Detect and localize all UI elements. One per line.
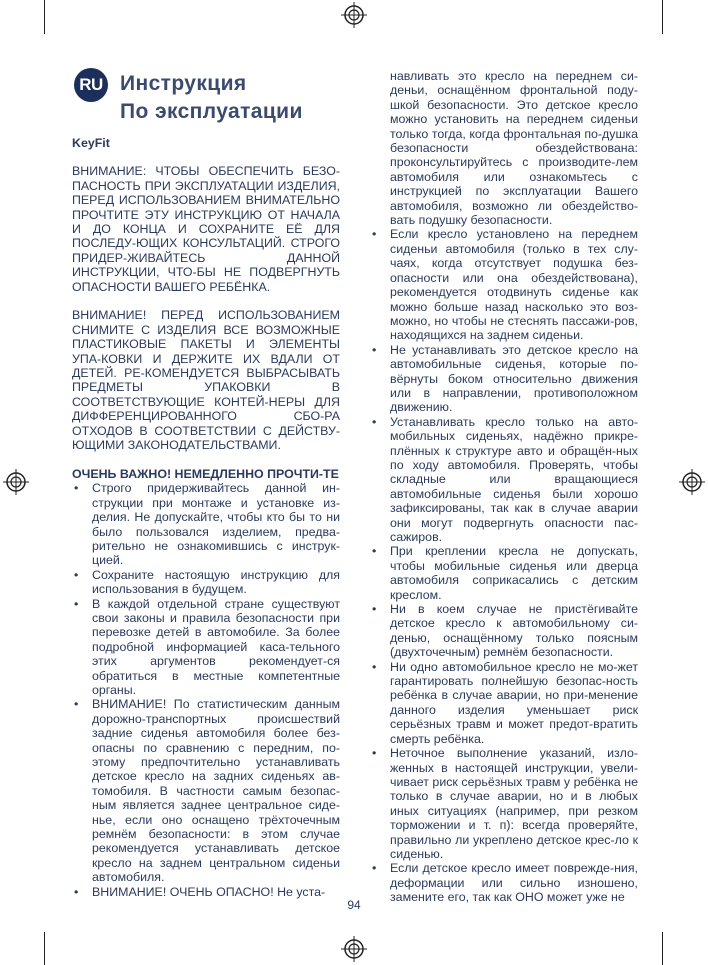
list-item: • Строго придерживайтесь данной ин-струкции при монтаже и установке из-делия. Не допускайте, чтобы кто бы то ни было пользовался изделием, предва-рительно не ознакомившись с инструк-цией.: [72, 481, 340, 567]
right-column: [370, 69, 638, 905]
right-bullet-list: [370, 227, 638, 904]
warning-paragraph-1: ВНИМАНИЕ: ЧТОБЫ ОБЕСПЕЧИТЬ БЕЗО-ПАСНОСТЬ ПРИ ЭКСПЛУАТАЦИИ ИЗДЕЛИЯ, ПЕРЕД ИСПОЛЬЗОВАНИЕМ ВНИМАТЕЛЬНО ПРОЧТИТЕ ЭТУ ИНСТРУКЦИЮ ОТ НАЧАЛА И ДО КОНЦА И СОХРАНИТЕ ЕЁ ДЛЯ ПОСЛЕДУ-ЮЩИХ КОНСУЛЬТАЦИЙ. СТРОГО ПРИДЕР-ЖИВАЙТЕСЬ ДАННОЙ ИНСТРУКЦИИ, ЧТО-БЫ НЕ ПОДВЕРГНУТЬ ОПАСНОСТИ ВАШЕГО РЕБЁНКА.: [72, 164, 340, 294]
warning-paragraph-2: ВНИМАНИЕ! ПЕРЕД ИСПОЛЬЗОВАНИЕМ СНИМИТЕ С ИЗДЕЛИЯ ВСЕ ВОЗМОЖНЫЕ ПЛАСТИКОВЫЕ ПАКЕТЫ И ЭЛЕМЕНТЫ УПА-КОВКИ И ДЕРЖИТЕ ИХ ВДАЛИ ОТ ДЕТЕЙ. РЕ-КОМЕНДУЕТСЯ ВЫБРАСЫВАТЬ ПРЕДМЕТЫ УПАКОВКИ В СООТВЕТСТВУЮЩИЕ КОНТЕЙ-НЕРЫ ДЛЯ ДИФФЕРЕНЦИРОВАННОГО СБО-РА ОТХОДОВ В СООТВЕТСТВИИ С ДЕЙСТВУ-ЮЩИМИ ЗАКОНОДАТЕЛЬСТВАМИ.: [72, 308, 340, 453]
list-item: • Не устанавливать это детское кресло на автомобильные сиденья, которые по-вёрнуты боком относительно движения или в направлении, противоположном движению.: [370, 343, 638, 415]
registration-mark-left-icon: [3, 469, 29, 495]
product-name: KeyFit: [72, 136, 110, 150]
left-bullet-list: [72, 481, 340, 899]
list-item: • В каждой отдельной стране существуют свои законы и правила безопасности при перевозке детей в автомобиле. За более подробной информацией каса-тельного этих аргументов рекомендует-ся обратиться в местные компетентные органы.: [72, 597, 340, 698]
crop-mark-bottom-left: [44, 932, 45, 965]
title-line-2: По эксплуатации: [120, 100, 303, 123]
crop-mark-top-left: [44, 0, 45, 34]
language-badge: RU: [74, 68, 108, 102]
list-item: • При креплении кресла не допускать, чтобы мобильные сиденья или дверца автомобиля соприкасались с детским креслом.: [370, 544, 638, 602]
list-item: • Устанавливать кресло только на авто-мобильных сиденьях, надёжно прикре-плённых к структуре авто и обращён-ных по ходу автомобиля. Проверять, чтобы складные или вращающиеся автомобильные сиденья были хорошо зафиксированы, так как в случае аварии они могут подвергнуть опасности пас-сажиров.: [370, 415, 638, 545]
important-heading: ОЧЕНЬ ВАЖНО! НЕМЕДЛЕННО ПРОЧТИ-ТЕ: [72, 466, 339, 481]
crop-mark-top-right: [662, 0, 663, 34]
continued-paragraph: навливать это кресло на переднем си-деньи, оснащённом фронтальной поду-шкой безопасности. Это детское кресло можно установить на переднем сиденьи только тогда, когда фронтальная по-душка безопасности обездействована: проконсультируйтесь с производите-лем автомобиля или ознакомьтесь с инструкцией по эксплуатации Вашего автомобиля, возможно ли обездейство-вать подушку безопасности.: [390, 69, 638, 228]
registration-mark-top-icon: [341, 2, 367, 28]
title-line-1: Инструкция: [120, 72, 247, 95]
list-item: • Неточное выполнение указаний, изло-женных в настоящей инструкции, увели-чивает риск серьёзных травм у ребёнка не только в случае аварии, но и в любых иных ситуациях (например, при резком торможении и т. п): всегда проверяйте, правильно ли укреплено детское крес-ло к сиденью.: [370, 746, 638, 861]
list-item: • Если кресло установлено на переднем сиденьи автомобиля (только в тех слу-чаях, когда отсутствует подушка без-опасности или она обездействована), рекомендуется отодвинуть сиденье как можно больше назад насколько это воз-можно, но чтобы не стеснять пассажи-ров, находящихся на заднем сиденьи.: [370, 227, 638, 342]
list-item: • Ни в коем случае не пристёгивайте детское кресло к автомобильному си-денью, оснащённому только поясным (двухточечным) ремнём безопасности.: [370, 602, 638, 660]
list-item: • ВНИМАНИЕ! ОЧЕНЬ ОПАСНО! Не уста-: [72, 885, 340, 899]
page-number: 94: [347, 898, 361, 912]
registration-mark-right-icon: [679, 469, 705, 495]
page-title: [120, 70, 303, 126]
crop-mark-bottom-right: [662, 932, 663, 965]
list-item: • Если детское кресло имеет поврежде-ния, деформации или сильно изношено, замените его, так как ОНО может уже не: [370, 861, 638, 904]
list-item: • Ни одно автомобильное кресло не мо-жет гарантировать полнейшую безопас-ность ребёнка в случае аварии, но при-менение данного изделия уменьшает риск серьёзных травм и может предот-вратить смерть ребёнка.: [370, 660, 638, 746]
registration-mark-bottom-icon: [341, 936, 367, 962]
left-column: [72, 136, 340, 899]
list-item: • ВНИМАНИЕ! По статистическим данным дорожно-транспортных происшествий задние сиденья автомобиля более без-опасны по сравнению с передним, по-этому предпочтительно устанавливать детское кресло на задних сиденьях ав-томобиля. В частности самым безопас-ным является заднее центральное сиде-нье, если оно оснащено трёхточечным ремнём безопасности: в этом случае рекомендуется устанавливать детское кресло на заднем центральном сиденьи автомобиля.: [72, 697, 340, 884]
list-item: • Сохраните настоящую инструкцию для использования в будущем.: [72, 568, 340, 597]
